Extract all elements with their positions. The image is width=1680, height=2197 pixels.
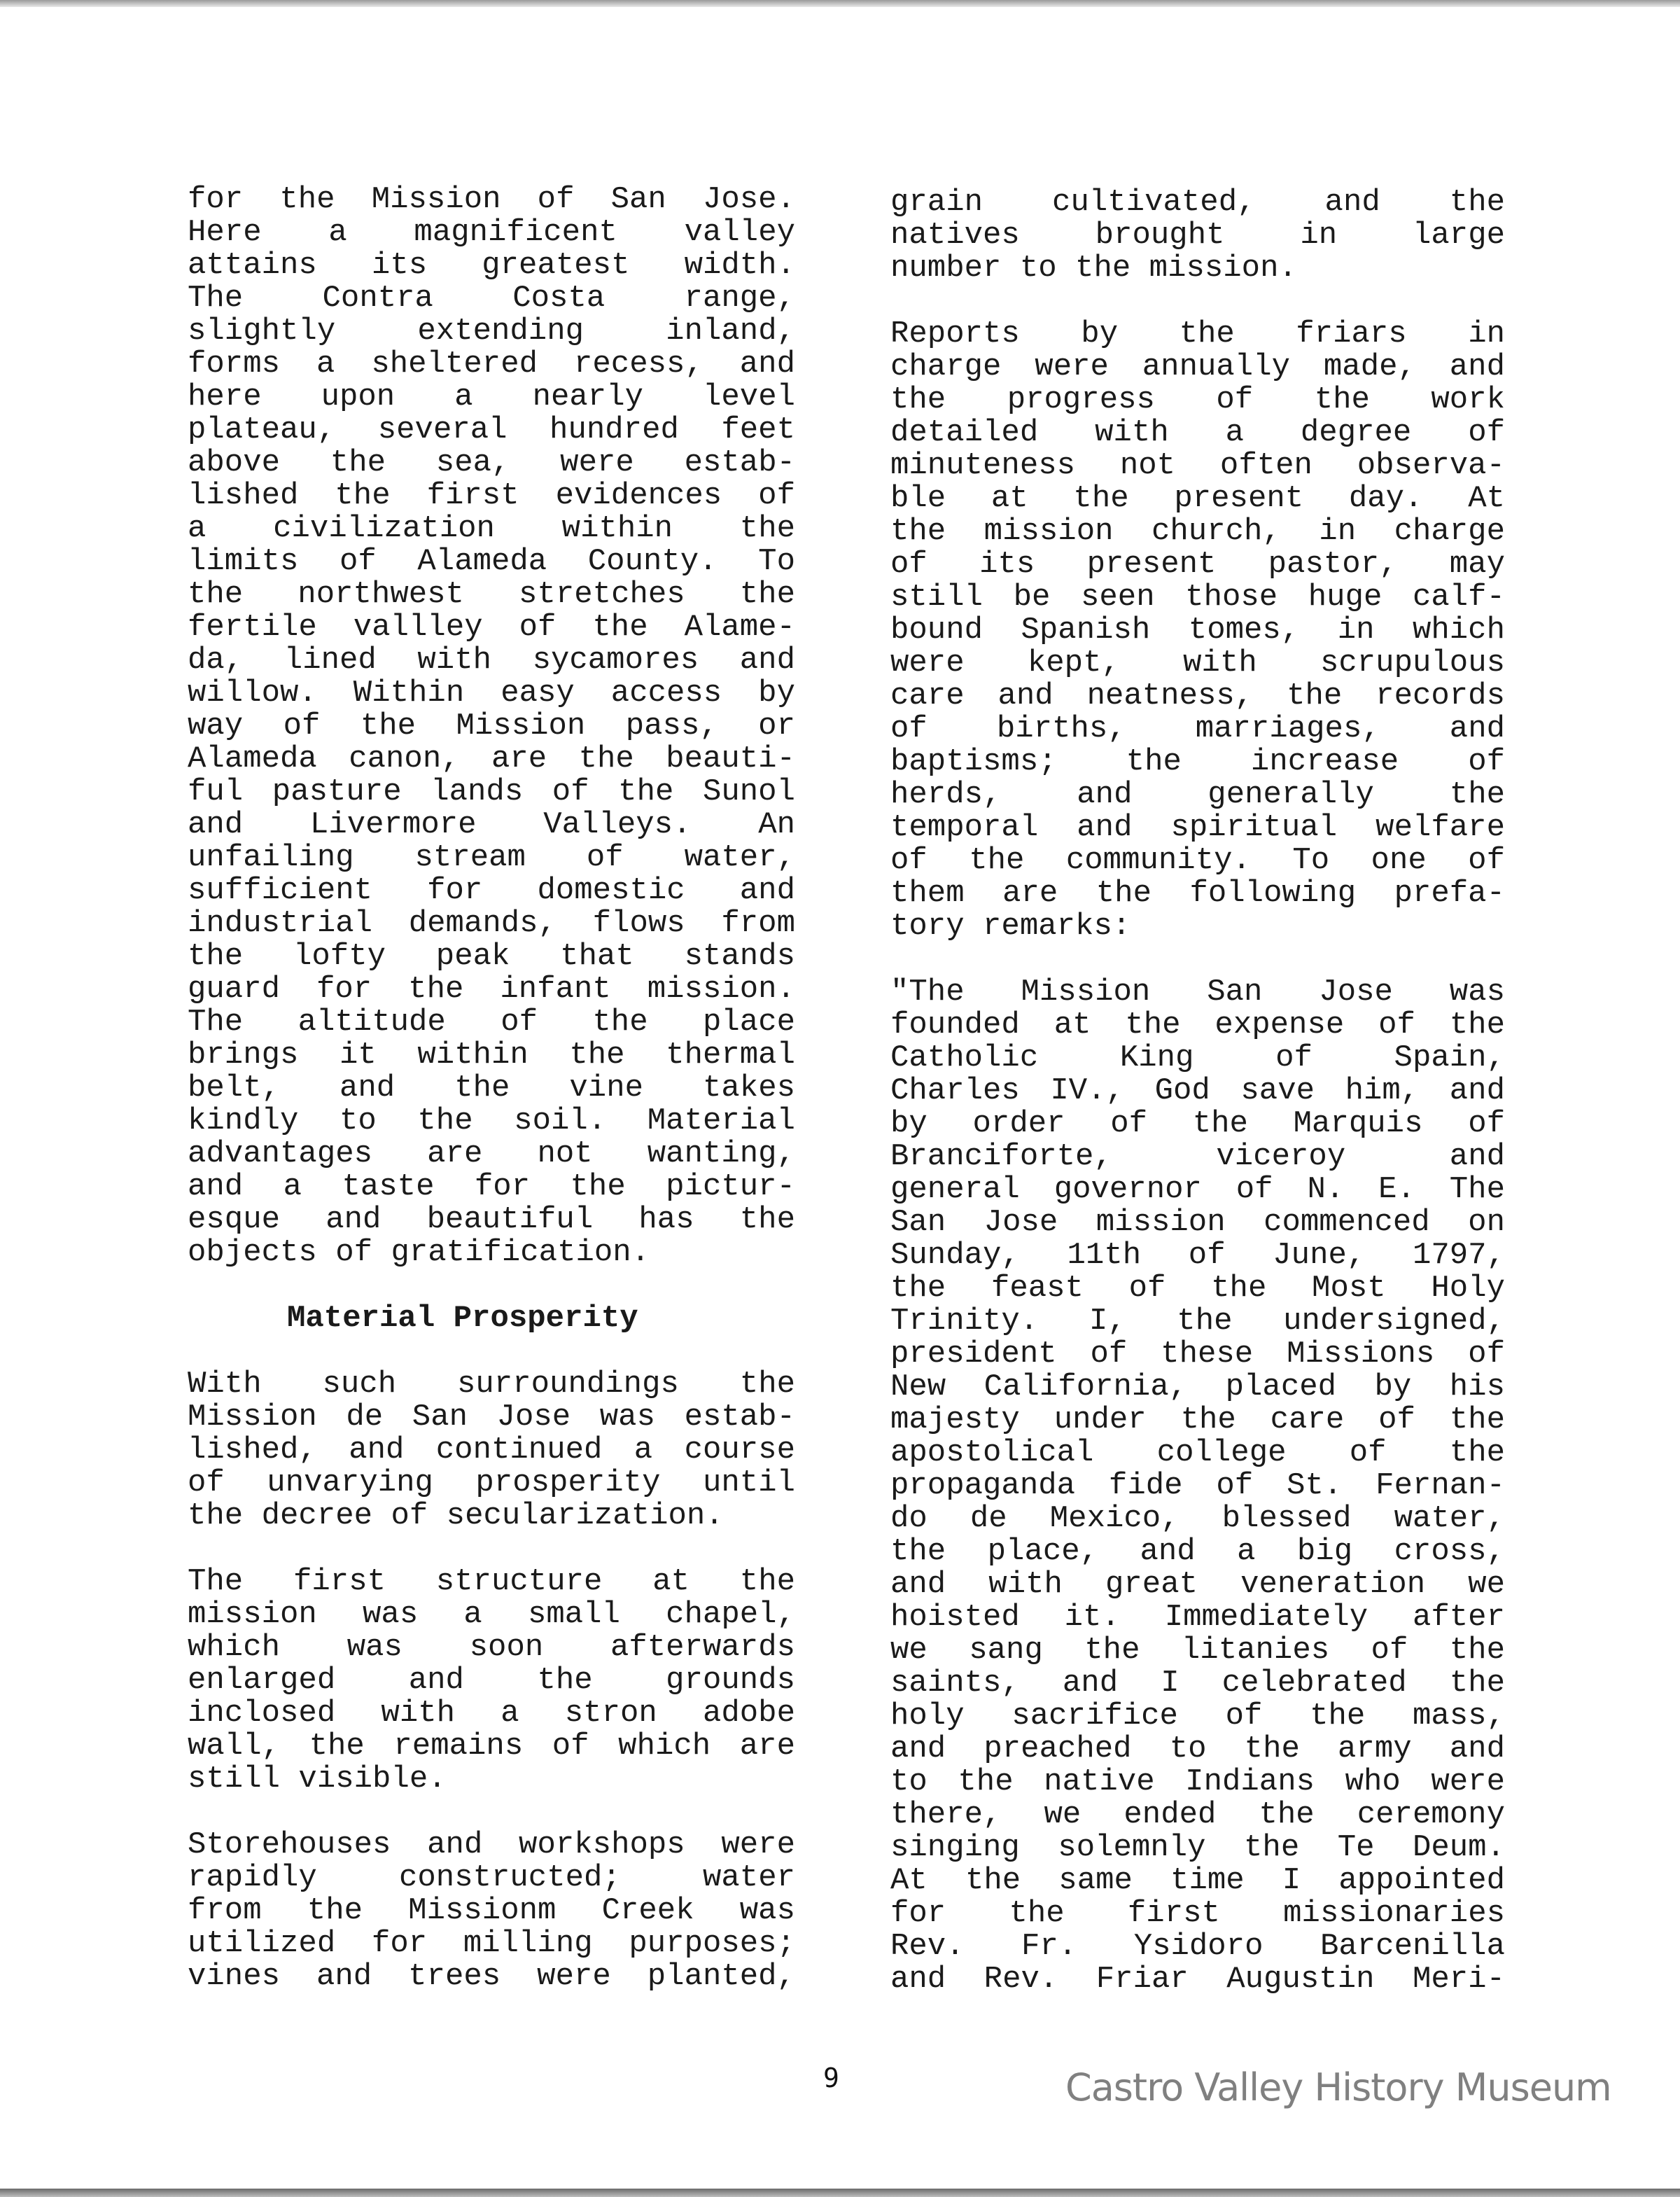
text-line: With such surroundings the [188,1367,795,1402]
text-line: sufficient for domestic and [188,873,795,908]
text-line: lished the first evidences of [188,478,795,513]
text-line: Sunday, 11th of June, 1797, [890,1238,1505,1273]
text-line: and Rev. Friar Augustin Meri- [890,1962,1505,1997]
text-line: the mission church, in charge [890,514,1505,549]
text-line: esque and beautiful has the [188,1202,795,1237]
text-line: baptisms; the increase of [890,744,1505,779]
text-line: fertile vallley of the Alame- [188,610,795,645]
text-line: singing solemnly the Te Deum. [890,1830,1505,1865]
text-line: ful pasture lands of the Sunol [188,774,795,809]
text-line: industrial demands, flows from [188,906,795,941]
text-line: the northwest stretches the [188,577,795,612]
text-line: limits of Alameda County. To [188,544,795,579]
text-line: which was soon afterwards [188,1630,795,1665]
text-line: hoisted it. Immediately after [890,1600,1505,1635]
text-line: tory remarks: [890,909,1131,944]
text-line: them are the following prefa- [890,876,1505,911]
paragraph-spacer [188,1796,795,1829]
text-line: of births, marriages, and [890,711,1505,746]
text-line: Rev. Fr. Ysidoro Barcenilla [890,1929,1505,1964]
text-line: natives brought in large [890,218,1505,253]
text-line: brings it within the thermal [188,1038,795,1073]
paragraph-spacer [188,1533,795,1565]
text-line: Here a magnificent valley [188,215,795,250]
paragraph [890,186,1505,285]
text-line: and preached to the army and [890,1731,1505,1766]
text-line: the place, and a big cross, [890,1534,1505,1569]
text-line: there, we ended the ceremony [890,1797,1505,1832]
text-line: propaganda fide of St. Fernan- [890,1468,1505,1503]
text-line: "The Mission San Jose was [890,975,1505,1010]
right-column [890,186,1505,1996]
text-line: rapidly constructed; water [188,1860,795,1895]
text-line: a civilization within the [188,511,795,546]
text-line: enlarged and the grounds [188,1663,795,1698]
text-line: majesty under the care of the [890,1402,1505,1437]
text-line: were kept, with scrupulous [890,646,1505,681]
text-line: plateau, several hundred feet [188,412,795,447]
watermark: Castro Valley History Museum [1065,2065,1611,2109]
paragraph-spacer [890,285,1505,318]
text-line: advantages are not wanting, [188,1136,795,1171]
paragraph-spacer [188,1269,795,1302]
text-line: above the sea, were estab- [188,445,795,480]
text-line: ble at the present day. At [890,481,1505,516]
text-line: the progress of the work [890,382,1505,417]
text-line: utilized for milling purposes; [188,1926,795,1961]
text-line: Mission de San Jose was estab- [188,1400,795,1435]
paragraph [188,183,795,1269]
text-line: apostolical college of the [890,1435,1505,1470]
text-line: by order of the Marquis of [890,1106,1505,1141]
text-line: slightly extending inland, [188,314,795,349]
text-line: of unvarying prosperity until [188,1465,795,1500]
text-line: herds, and generally the [890,777,1505,812]
text-line: belt, and the vine takes [188,1070,795,1106]
text-line: care and neatness, the records [890,678,1505,713]
text-line: wall, the remains of which are [188,1729,795,1764]
text-line: and Livermore Valleys. An [188,807,795,842]
text-line: objects of gratification. [188,1235,650,1270]
text-line: grain cultivated, and the [890,185,1505,220]
paragraph [890,318,1505,943]
scan-top-edge [0,0,1680,7]
text-line: for the Mission of San Jose. [188,182,795,217]
text-line: to the native Indians who were [890,1764,1505,1799]
left-column [188,183,795,1993]
text-line: Alameda canon, are the beauti- [188,741,795,776]
text-line: and with great veneration we [890,1567,1505,1602]
text-line: general governor of N. E. The [890,1172,1505,1207]
text-line: number to the mission. [890,251,1297,286]
paragraph-spacer [890,943,1505,976]
scan-bottom-edge [0,2189,1680,2197]
paragraph [890,976,1505,1996]
text-line: minuteness not often observa- [890,448,1505,483]
text-line: and a taste for the pictur- [188,1169,795,1204]
paragraph [188,1565,795,1796]
text-line: San Jose mission commenced on [890,1205,1505,1240]
text-line: At the same time I appointed [890,1863,1505,1898]
text-line: Storehouses and workshops were [188,1827,795,1862]
text-line: temporal and spiritual welfare [890,810,1505,845]
text-line: we sang the litanies of the [890,1633,1505,1668]
text-line: willow. Within easy access by [188,676,795,711]
text-line: inclosed with a stron adobe [188,1696,795,1731]
text-line: kindly to the soil. Material [188,1103,795,1138]
text-line: The altitude of the place [188,1005,795,1040]
text-line: way of the Mission pass, or [188,709,795,744]
page-number: 9 [823,2063,839,2093]
text-line: founded at the expense of the [890,1007,1505,1042]
paragraph [188,1368,795,1533]
text-line: the lofty peak that stands [188,939,795,974]
text-line: Trinity. I, the undersigned, [890,1304,1505,1339]
text-line: from the Missionm Creek was [188,1893,795,1928]
text-line: forms a sheltered recess, and [188,347,795,382]
text-line: still be seen those huge calf- [890,580,1505,615]
text-line: still visible. [188,1762,447,1797]
text-line: lished, and continued a course [188,1432,795,1467]
text-line: detailed with a degree of [890,415,1505,450]
text-line: Reports by the friars in [890,316,1505,351]
text-line: the feast of the Most Holy [890,1271,1505,1306]
text-line: New California, placed by his [890,1369,1505,1404]
text-line: Branciforte, viceroy and [890,1139,1505,1174]
text-line: da, lined with sycamores and [188,643,795,678]
text-line: charge were annually made, and [890,349,1505,384]
text-line: the decree of secularization. [188,1498,724,1533]
text-line: president of these Missions of [890,1337,1505,1372]
paragraph-spacer [188,1335,795,1368]
text-line: holy sacrifice of the mass, [890,1699,1505,1734]
text-line: vines and trees were planted, [188,1959,795,1994]
paragraph [188,1829,795,1993]
text-line: Charles IV., God save him, and [890,1073,1505,1108]
text-line: unfailing stream of water, [188,840,795,875]
text-line: of its present pastor, may [890,547,1505,582]
text-line: bound Spanish tomes, in which [890,613,1505,648]
text-line: The first structure at the [188,1564,795,1599]
text-line: do de Mexico, blessed water, [890,1501,1505,1536]
section-heading: Material Prosperity [287,1301,638,1336]
text-line: Catholic King of Spain, [890,1040,1505,1075]
text-line: guard for the infant mission. [188,972,795,1007]
text-line: attains its greatest width. [188,248,795,283]
text-line: of the community. To one of [890,843,1505,878]
text-line: The Contra Costa range, [188,281,795,316]
text-line: here upon a nearly level [188,379,795,414]
text-line: for the first missionaries [890,1896,1505,1931]
text-line: saints, and I celebrated the [890,1666,1505,1701]
text-line: mission was a small chapel, [188,1597,795,1632]
